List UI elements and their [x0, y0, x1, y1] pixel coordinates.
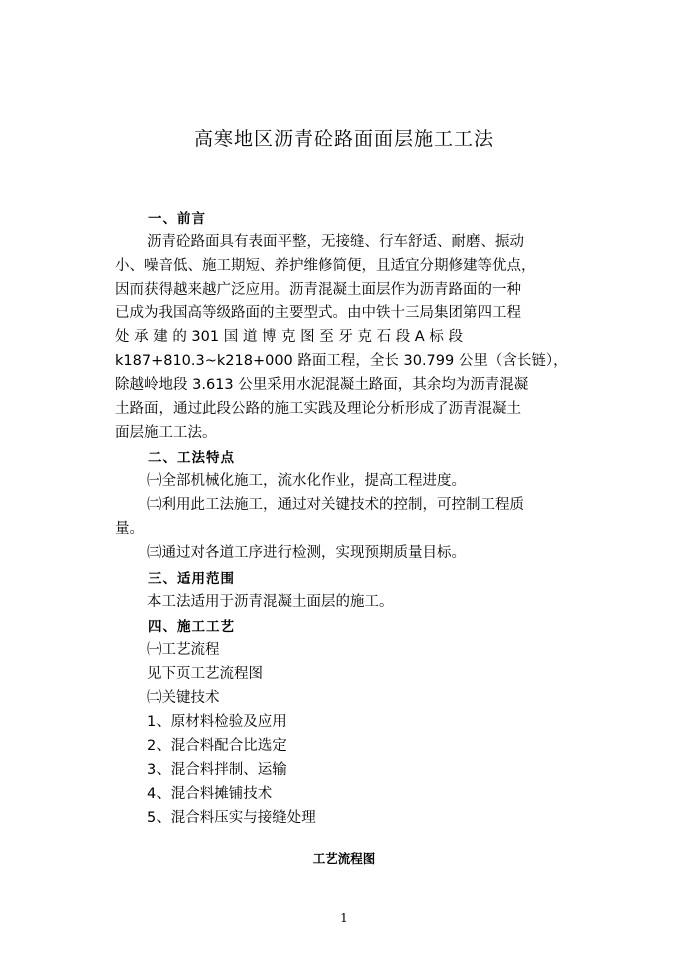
list-item: 3、混合料拌制、运输 — [147, 762, 287, 778]
document-title: 高寒地区沥青砼路面面层施工工法 — [193, 128, 494, 150]
flow-chart-title: 工艺流程图 — [312, 851, 376, 866]
section-heading-scope: 三、适用范围 — [148, 571, 235, 587]
paragraph-line: 小、噪音低、施工期短、养护维修简便，且适宜分期修建等优点， — [115, 258, 536, 274]
paragraph-line: k187+810.3~k218+000 路面工程，全长 30.799 公里（含长链）， — [115, 353, 568, 369]
paragraph-line: ㈠全部机械化施工，流水化作业，提高工程进度。 — [147, 473, 466, 489]
paragraph-line: ㈠工艺流程 — [147, 642, 220, 658]
list-item: 5、混合料压实与接缝处理 — [147, 810, 316, 826]
paragraph-line: ㈡利用此工法施工，通过对关键技术的控制，可控制工程质 — [147, 497, 524, 513]
paragraph-line: 因而获得越来越广泛应用。沥青混凝土面层作为沥青路面的一种 — [115, 282, 521, 298]
paragraph-line: 沥青砼路面具有表面平整，无接缝、行车舒适、耐磨、振动 — [147, 234, 524, 250]
paragraph-line: 土路面，通过此段公路的施工实践及理论分析形成了沥青混凝土 — [115, 401, 521, 417]
section-heading-features: 二、工法特点 — [148, 450, 235, 466]
paragraph-line: 本工法适用于沥青混凝土面层的施工。 — [147, 594, 394, 610]
paragraph-line: ㈡关键技术 — [147, 690, 220, 706]
section-heading-preface: 一、前言 — [148, 211, 206, 227]
section-heading-process: 四、施工工艺 — [148, 619, 235, 635]
list-item: 4、混合料摊铺技术 — [147, 786, 273, 802]
paragraph-line: 量。 — [115, 521, 144, 537]
list-item: 2、混合料配合比选定 — [147, 738, 287, 754]
list-item: 1、原材料检验及应用 — [147, 714, 287, 730]
paragraph-line: 除越岭地段 3.613 公里采用水泥混凝土路面，其余均为沥青混凝 — [115, 377, 529, 393]
paragraph-line: 见下页工艺流程图 — [147, 666, 263, 682]
paragraph-line: 处 承 建 的 301 国 道 博 克 图 至 牙 克 石 段 A 标 段 — [115, 329, 463, 345]
paragraph-line: ㈢通过对各道工序进行检测，实现预期质量目标。 — [147, 545, 466, 561]
paragraph-line: 面层施工工法。 — [115, 425, 217, 441]
page-number: 1 — [340, 911, 348, 925]
paragraph-line: 已成为我国高等级路面的主要型式。由中铁十三局集团第四工程 — [115, 305, 521, 321]
